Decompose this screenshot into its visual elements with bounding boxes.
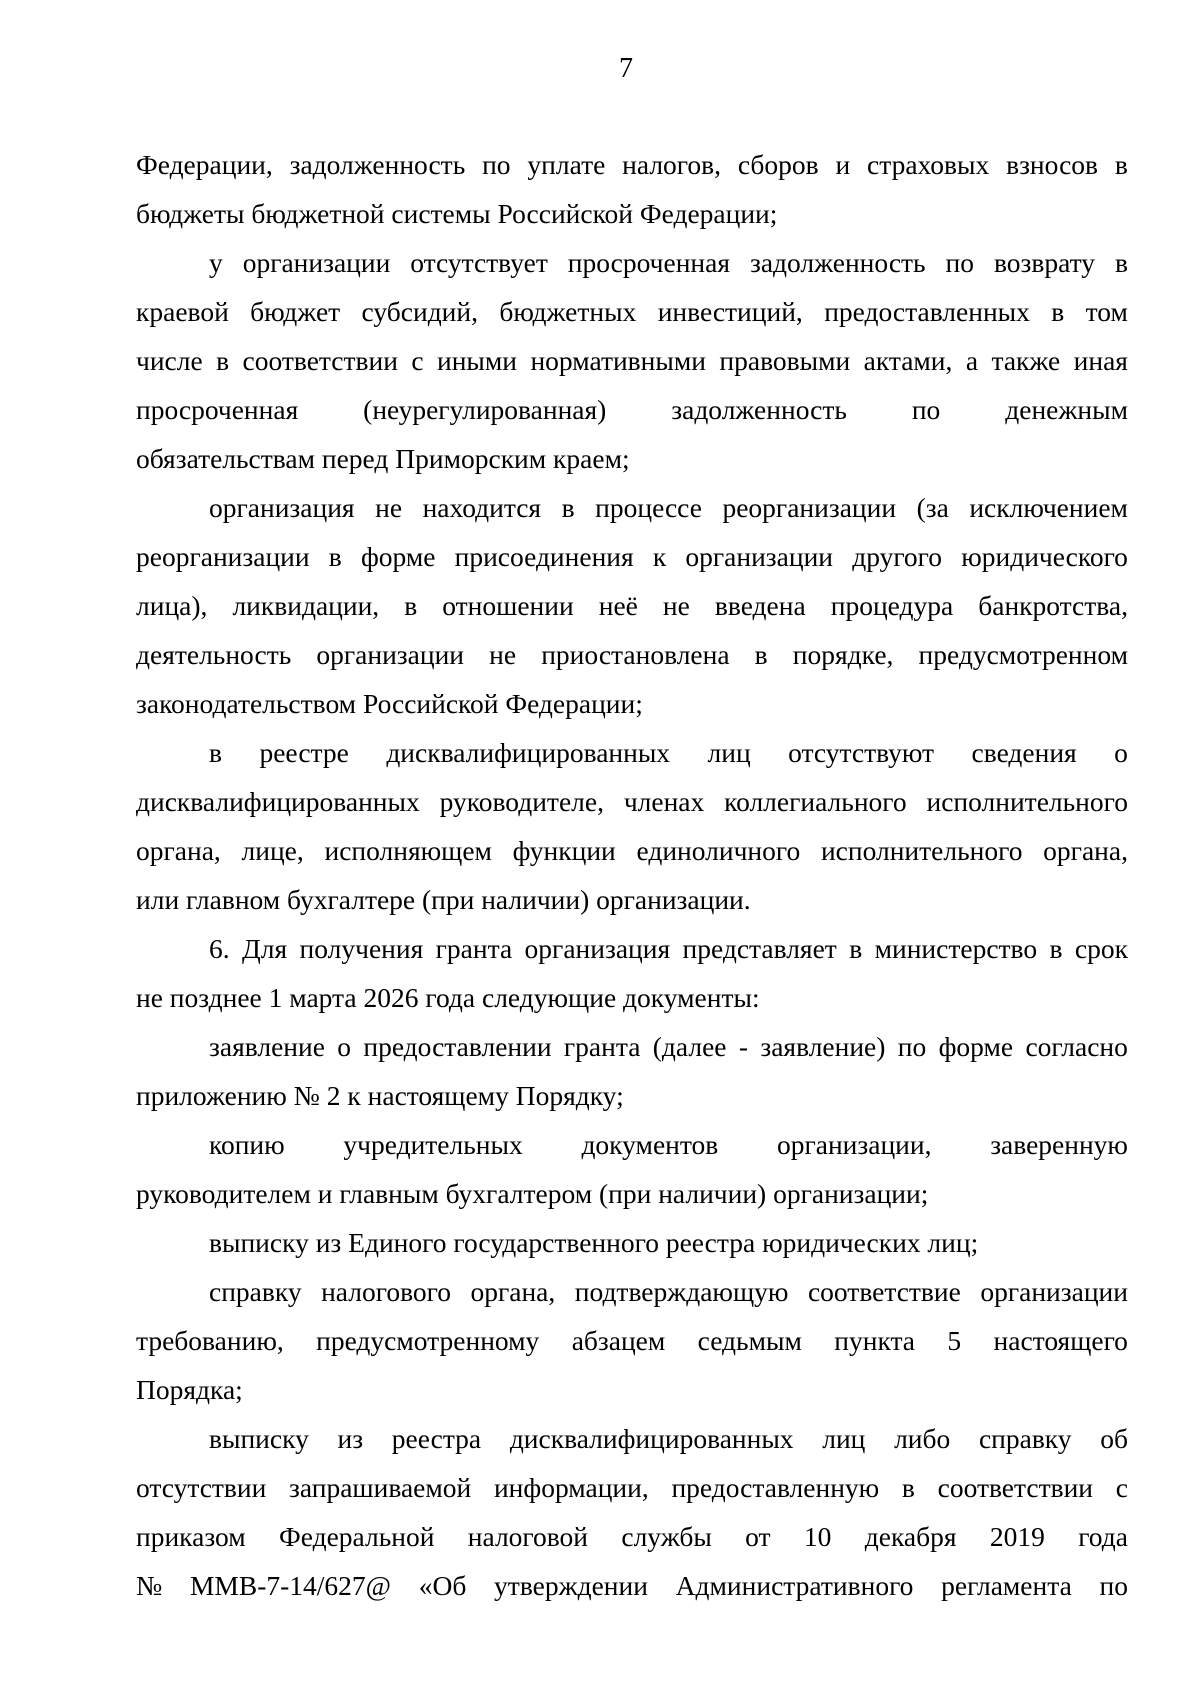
word: исключением (969, 492, 1128, 523)
word: по (945, 247, 975, 278)
word: в (1049, 933, 1063, 964)
word: порядке, (792, 639, 894, 670)
word: а (965, 345, 979, 376)
word: сведения (971, 737, 1077, 768)
text-line (136, 1120, 1128, 1169)
word: организация (524, 933, 671, 964)
word: информации, (493, 1472, 649, 1503)
word: уплате (527, 149, 606, 180)
word: в (849, 933, 863, 964)
word: руководителе, (439, 786, 604, 817)
word: 2019 (989, 1521, 1045, 1552)
word: предоставлении (363, 1031, 552, 1062)
text-line (136, 1022, 1128, 1071)
word: с (1115, 1472, 1128, 1503)
word: введена (714, 590, 806, 621)
text-line (136, 826, 1128, 875)
paragraph-federation-debts (136, 140, 1128, 238)
word: налогов, (622, 149, 722, 180)
word: процедура (830, 590, 954, 621)
text-line: бюджеты бюджетной системы Российской Федерации; (136, 198, 778, 229)
text-line (136, 336, 1128, 385)
word: возврату (993, 247, 1095, 278)
paragraph-item-6 (136, 924, 1128, 1022)
paragraph-disqualified-registry (136, 728, 1128, 924)
word: реорганизации (136, 541, 310, 572)
paragraph-egrul-extract (136, 1218, 1128, 1267)
word: Федеральной (279, 1521, 435, 1552)
word: сборов (737, 149, 819, 180)
paragraph-registry-extract (136, 1414, 1128, 1610)
paragraph-tax-certificate (136, 1267, 1128, 1414)
text-line (136, 630, 1128, 679)
word: абзацем (571, 1325, 666, 1356)
text-line (136, 140, 1128, 189)
word: организации, (776, 1129, 932, 1160)
text-line: законодательством Российской Федерации; (136, 688, 643, 719)
word: от (745, 1521, 771, 1552)
word: организации (242, 247, 391, 278)
word: в (209, 737, 222, 768)
word: в (1114, 247, 1128, 278)
word: подтверждающую (574, 1276, 789, 1307)
word: налогового (321, 1276, 451, 1307)
word: утверждении (494, 1570, 648, 1601)
word: получения (299, 933, 424, 964)
word: по (911, 394, 941, 425)
text-line: обязательствам перед Приморским краем; (136, 443, 630, 474)
text-line (136, 238, 1128, 287)
word: банкротства, (978, 590, 1128, 621)
text-line (136, 1561, 1128, 1610)
word: дисквалифицированных (136, 786, 420, 817)
word: соответствии (242, 345, 398, 376)
word: по (482, 149, 511, 180)
word: субсидий, (361, 296, 478, 327)
word: ММВ-7-14/627@ (189, 1570, 391, 1601)
word: 6. (209, 933, 230, 964)
word: другого (852, 541, 943, 572)
word: министерство (874, 933, 1038, 964)
word: в (1114, 149, 1128, 180)
text-line: или главном бухгалтере (при наличии) организации. (136, 884, 751, 915)
text-line: руководителем и главным бухгалтером (при наличии) организации; (136, 1178, 929, 1209)
word: просроченная (136, 394, 299, 425)
word: 10 (803, 1521, 832, 1552)
word: реестра (391, 1423, 482, 1454)
paragraph-application (136, 1022, 1128, 1120)
word: службы (621, 1521, 712, 1552)
word: лице, (241, 835, 304, 866)
word: членах (623, 786, 705, 817)
word: требованию, (136, 1325, 284, 1356)
word: по (1099, 1570, 1128, 1601)
word: нормативными (530, 345, 706, 376)
word: форме (938, 1031, 1014, 1062)
word: просроченная (567, 247, 731, 278)
word: не (375, 492, 403, 523)
text-line: приложению № 2 к настоящему Порядку; (136, 1080, 624, 1111)
word: реорганизации (722, 492, 897, 523)
word: иными (436, 345, 518, 376)
word: денежным (1005, 394, 1128, 425)
word: лица), (136, 590, 208, 621)
word: в (328, 541, 342, 572)
word: декабря (864, 1521, 957, 1552)
word: коллегиального (724, 786, 907, 817)
word: гранта (435, 933, 513, 964)
word: задолженность (749, 247, 926, 278)
word: актами, (863, 345, 953, 376)
word: краевой (136, 296, 229, 327)
word: запрашиваемой (289, 1472, 472, 1503)
word: реестре (259, 737, 349, 768)
text-line (136, 287, 1128, 336)
word: исполняющем (324, 835, 492, 866)
word: взносов (1006, 149, 1099, 180)
word: заявление (209, 1031, 325, 1062)
word: соответствие (807, 1276, 961, 1307)
word: отсутствуют (788, 737, 935, 768)
word: инвестиций, (657, 296, 803, 327)
word: лиц (822, 1423, 866, 1454)
word: Для (242, 933, 288, 964)
word: гранта (563, 1031, 641, 1062)
text-line (136, 1463, 1128, 1512)
word: форме (360, 541, 436, 572)
word: бюджетных (499, 296, 637, 327)
word: 5 (947, 1325, 962, 1356)
word: о (337, 1031, 352, 1062)
word: выписку (209, 1423, 309, 1454)
word: дисквалифицированных (509, 1423, 794, 1454)
word: об (1100, 1423, 1128, 1454)
word: к (652, 541, 667, 572)
word: деятельность (136, 639, 292, 670)
word: органа, (136, 835, 221, 866)
word: находится (422, 492, 542, 523)
word: исполнительного (820, 835, 1023, 866)
word: единоличного (636, 835, 801, 866)
word: в (754, 639, 768, 670)
word: настоящего (993, 1325, 1128, 1356)
word: (за (916, 492, 949, 523)
word: налоговой (467, 1521, 589, 1552)
paragraph-reorganization (136, 483, 1128, 728)
paragraph-founding-documents (136, 1120, 1128, 1218)
word: у (209, 247, 223, 278)
word: в (561, 492, 575, 523)
text-line (136, 1267, 1128, 1316)
text-line (136, 483, 1128, 532)
word: в (404, 590, 418, 621)
word: № (136, 1570, 163, 1601)
word: из (337, 1423, 364, 1454)
word: копию (209, 1129, 285, 1160)
word: - (738, 1031, 749, 1062)
text-line (136, 1414, 1128, 1463)
word: ликвидации, (232, 590, 380, 621)
word: учредительных (343, 1129, 523, 1160)
word: пункта (834, 1325, 916, 1356)
word: функции (512, 835, 616, 866)
word: неё (598, 590, 638, 621)
word: по (897, 1031, 927, 1062)
text-line (136, 581, 1128, 630)
word: процессе (595, 492, 702, 523)
word: Федерации, (136, 149, 273, 180)
text-line: Порядка; (136, 1374, 243, 1405)
word: и (835, 149, 851, 180)
word: о (1114, 737, 1128, 768)
word: правовыми (719, 345, 851, 376)
word: отношении (442, 590, 574, 621)
word: отсутствии (136, 1472, 267, 1503)
word: соответствии (937, 1472, 1094, 1503)
word: года (1078, 1521, 1128, 1552)
word: юридического (961, 541, 1128, 572)
word: в (901, 1472, 915, 1503)
word: организации (980, 1276, 1128, 1307)
word: приостановлена (541, 639, 730, 670)
word: исполнительного (926, 786, 1128, 817)
word: приказом (136, 1521, 246, 1552)
paragraph-overdue-debt (136, 238, 1128, 483)
word: организация (209, 492, 355, 523)
word: справку (978, 1423, 1072, 1454)
word: срок (1074, 933, 1128, 964)
word: (далее (652, 1031, 727, 1062)
text-line (136, 777, 1128, 826)
word: в (1051, 296, 1065, 327)
word: с (411, 345, 424, 376)
text-line (136, 385, 1128, 434)
word: (неурегулированная) (363, 394, 607, 425)
word: отсутствует (410, 247, 548, 278)
word: бюджет (250, 296, 341, 327)
word: заверенную (990, 1129, 1128, 1160)
text-line (136, 532, 1128, 581)
word: органа, (470, 1276, 556, 1307)
word: заявление) (760, 1031, 886, 1062)
page-number: 7 (619, 53, 633, 84)
word: представляет (682, 933, 837, 964)
word: числе (136, 345, 203, 376)
text-line: не позднее 1 марта 2026 года следующие документы: (136, 982, 760, 1013)
word: органа, (1043, 835, 1128, 866)
word: том (1085, 296, 1128, 327)
text-line (136, 1512, 1128, 1561)
word: документов (581, 1129, 719, 1160)
word: седьмым (697, 1325, 802, 1356)
text-line (136, 1316, 1128, 1365)
word: либо (894, 1423, 951, 1454)
word: организации (685, 541, 834, 572)
text-line (136, 924, 1128, 973)
word: согласно (1025, 1031, 1128, 1062)
word: предусмотренном (918, 639, 1128, 670)
word: лиц (707, 737, 751, 768)
word: присоединения (454, 541, 634, 572)
word: задолженность (671, 394, 847, 425)
word: организации (316, 639, 465, 670)
word: также (991, 345, 1061, 376)
word: задолженность (289, 149, 466, 180)
word: Административного (675, 1570, 914, 1601)
word: «Об (418, 1570, 467, 1601)
document-body (136, 140, 1128, 1610)
text-line (136, 728, 1128, 777)
word: предоставленную (671, 1472, 880, 1503)
word: справку (209, 1276, 302, 1307)
word: дисквалифицированных (386, 737, 671, 768)
word: предусмотренному (316, 1325, 540, 1356)
word: не (489, 639, 517, 670)
word: страховых (867, 149, 990, 180)
word: регламента (941, 1570, 1072, 1601)
text-line: выписку из Единого государственного реестра юридических лиц; (209, 1227, 979, 1258)
word: иная (1073, 345, 1128, 376)
word: не (662, 590, 690, 621)
word: в (216, 345, 230, 376)
word: предоставленных (824, 296, 1030, 327)
